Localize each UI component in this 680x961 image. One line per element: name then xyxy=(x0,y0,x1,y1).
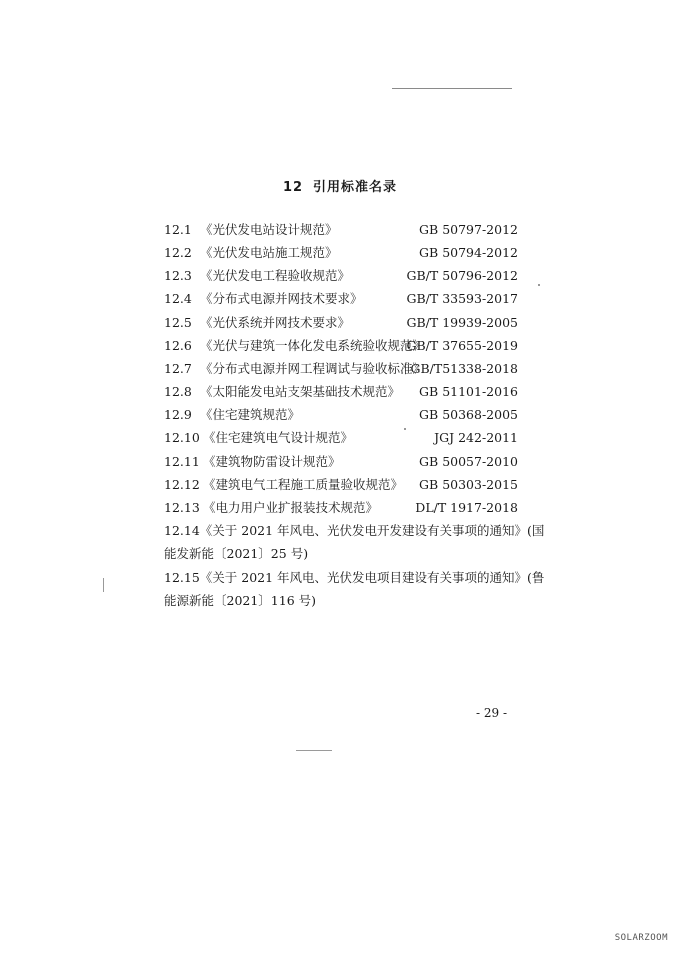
reference-row xyxy=(164,314,518,332)
reference-number: 12.12 xyxy=(164,477,200,492)
reference-row xyxy=(164,267,518,285)
reference-number: 12.2 xyxy=(164,245,192,260)
reference-row xyxy=(164,499,518,517)
reference-code: GB/T51338-2018 xyxy=(410,361,518,376)
reference-code: DL/T 1917-2018 xyxy=(415,500,518,515)
reference-row xyxy=(164,360,518,378)
scan-artifact-dot xyxy=(538,284,540,286)
reference-number: 12.10 xyxy=(164,430,200,445)
watermark: SOLARZOOM xyxy=(614,933,668,943)
reference-title: 《光伏系统并网技术要求》 xyxy=(200,315,351,330)
reference-title: 《光伏与建筑一体化发电系统验收规范》 xyxy=(200,338,426,353)
reference-title: 《住宅建筑规范》 xyxy=(200,407,301,422)
reference-row xyxy=(164,429,518,447)
reference-code: GB/T 37655-2019 xyxy=(406,338,518,353)
reference-number: 12.1 xyxy=(164,222,192,237)
reference-row xyxy=(164,221,518,239)
reference-line: 12.15《关于 2021 年风电、光伏发电项目建设有关事项的通知》(鲁 xyxy=(164,570,545,585)
page-number: - 29 - xyxy=(476,706,508,720)
reference-title: 《光伏发电工程验收规范》 xyxy=(200,268,351,283)
reference-title: 《光伏发电站设计规范》 xyxy=(200,222,338,237)
reference-code: GB 50794-2012 xyxy=(419,245,518,260)
reference-title: 《太阳能发电站支架基础技术规范》 xyxy=(200,384,401,399)
reference-row xyxy=(164,383,518,401)
reference-number: 12.4 xyxy=(164,291,192,306)
reference-row xyxy=(164,476,518,494)
reference-number: 12.6 xyxy=(164,338,192,353)
reference-title: 《分布式电源并网技术要求》 xyxy=(200,291,363,306)
reference-code: GB 50303-2015 xyxy=(419,477,518,492)
scan-artifact-line xyxy=(296,750,332,751)
scan-artifact-line xyxy=(392,88,512,89)
reference-title: 《建筑电气工程施工质量验收规范》 xyxy=(203,477,404,492)
reference-row xyxy=(164,244,518,262)
reference-row xyxy=(164,337,518,355)
reference-title: 《电力用户业扩报装技术规范》 xyxy=(203,500,379,515)
reference-code: GB/T 19939-2005 xyxy=(406,315,518,330)
reference-number: 12.13 xyxy=(164,500,200,515)
reference-row xyxy=(164,290,518,308)
reference-code: GB/T 50796-2012 xyxy=(406,268,518,283)
chapter-heading xyxy=(0,176,680,195)
scan-artifact-dot xyxy=(404,428,406,430)
reference-number: 12.5 xyxy=(164,315,192,330)
reference-title: 《分布式电源并网工程调试与验收标准》 xyxy=(200,361,426,376)
chapter-title: 引用标准名录 xyxy=(313,180,398,195)
reference-title: 《住宅建筑电气设计规范》 xyxy=(203,430,354,445)
reference-code: GB 50797-2012 xyxy=(419,222,518,237)
reference-title: 《建筑物防雷设计规范》 xyxy=(203,454,341,469)
reference-paragraph xyxy=(164,519,545,565)
reference-row xyxy=(164,453,518,471)
reference-row xyxy=(164,406,518,424)
reference-code: JGJ 242-2011 xyxy=(434,430,518,445)
reference-number: 12.3 xyxy=(164,268,192,283)
reference-number: 12.7 xyxy=(164,361,192,376)
reference-line: 能发新能〔2021〕25 号) xyxy=(164,546,309,561)
reference-number: 12.9 xyxy=(164,407,192,422)
reference-code: GB 50057-2010 xyxy=(419,454,518,469)
reference-line: 12.14《关于 2021 年风电、光伏发电开发建设有关事项的通知》(国 xyxy=(164,523,545,538)
reference-title: 《光伏发电站施工规范》 xyxy=(200,245,338,260)
reference-paragraph xyxy=(164,566,545,612)
reference-code: GB/T 33593-2017 xyxy=(406,291,518,306)
reference-number: 12.8 xyxy=(164,384,192,399)
reference-code: GB 50368-2005 xyxy=(419,407,518,422)
reference-line: 能源新能〔2021〕116 号) xyxy=(164,593,317,608)
reference-number: 12.11 xyxy=(164,454,200,469)
scan-artifact-mark xyxy=(103,578,104,592)
reference-code: GB 51101-2016 xyxy=(419,384,518,399)
chapter-number: 12 xyxy=(282,180,304,195)
